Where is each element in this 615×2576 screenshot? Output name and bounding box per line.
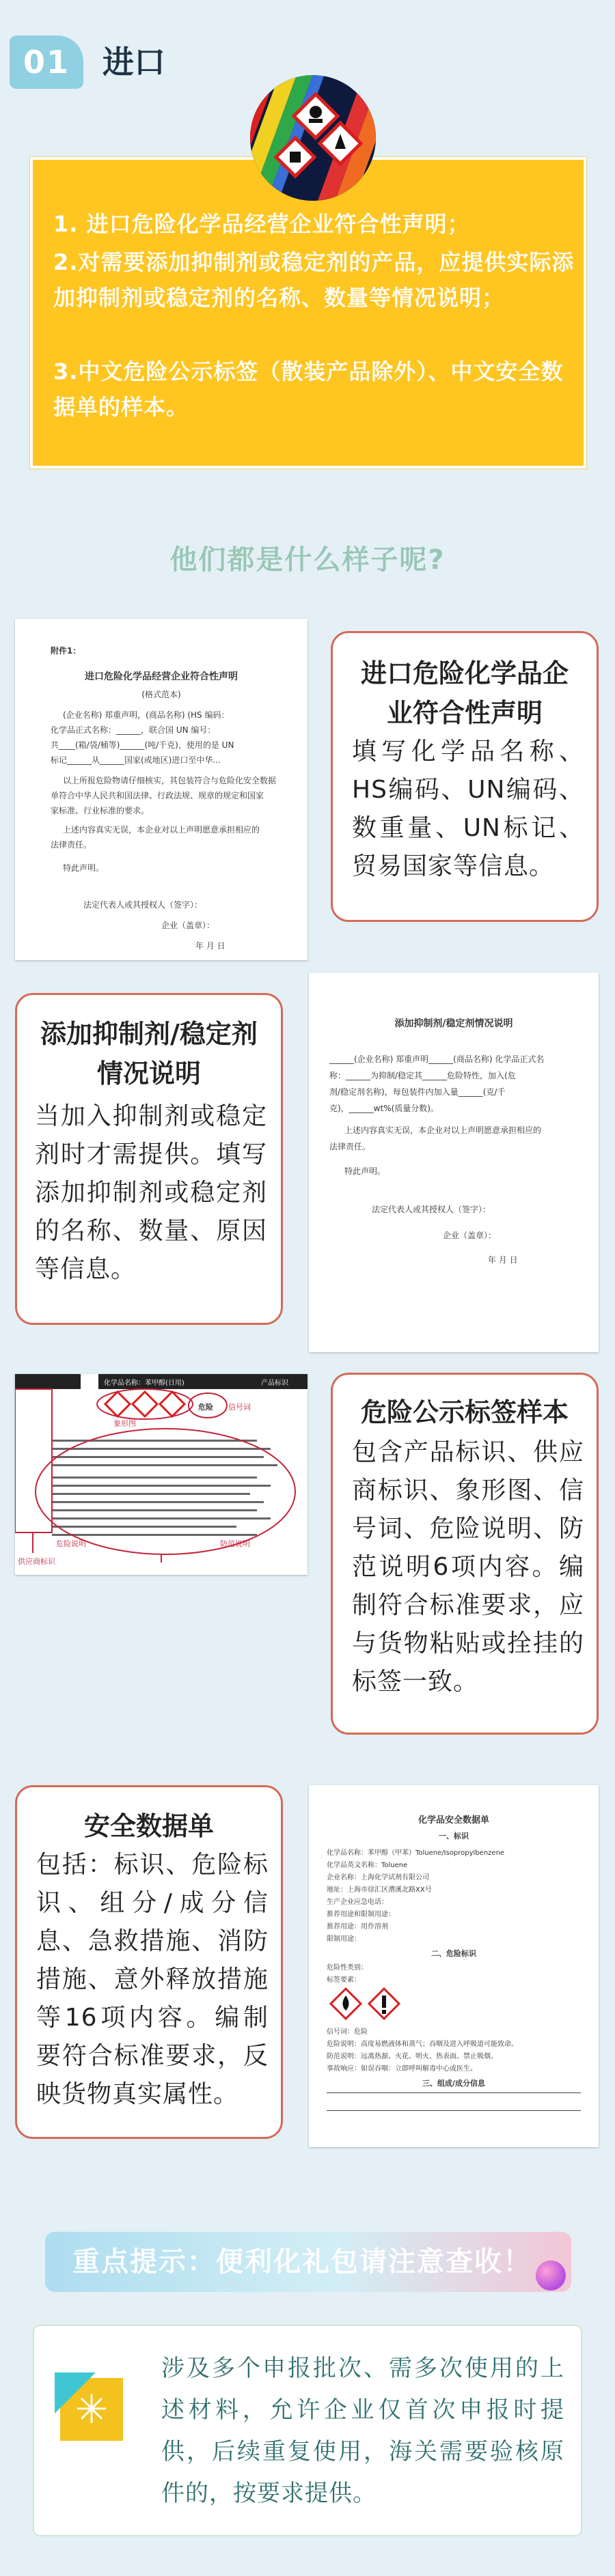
- sds-card-body: 包括：标识、危险标识、组分/成分信息、急救措施、消防措施、意外释放措施等16项内容。编制要符合标准要求，反映货物真实属性。: [36, 1851, 269, 2108]
- reuse-note-text: 涉及多个申报批次、需多次使用的上述材料，允许企业仅首次申报时提供，后续重复使用，海关需要验核原件的，按要求提供。: [161, 2355, 564, 2507]
- hazard-pictogram-icon: [250, 75, 376, 201]
- section-number-badge: 01: [10, 36, 83, 89]
- section-title: 进口: [102, 44, 165, 81]
- declaration-card-title: 进口危险化学品企业符合性声明: [360, 658, 569, 728]
- inhibitor-document-image: 添加抑制剂/稳定剂情况说明 ______(企业名称) 郑重声明______(商品名称) 化学品正式名 称：______为抑制/稳定其______危险特性，加入(危 剂/稳定剂名称)，每包装件内加入量______(克/千 克)，______wt%(质量分数)。 上述内容真实无误，本企业对以上声明愿意承担相应的 法律责任。 特此声明。 法定代表人或其授权人（签字）： 企业（盖章）： 年 月 日: [309, 972, 599, 1352]
- requirement-item-2: 2.对需要添加抑制剂或稳定剂的产品，应提供实际添加抑制剂或稳定剂的名称、数量等情况说明；: [53, 249, 575, 311]
- sds-card-title: 安全数据单: [83, 1811, 214, 1841]
- requirements-panel: [30, 157, 586, 468]
- declaration-document-image: 附件1： 进口危险化学品经营企业符合性声明 (格式范本) (企业名称) 郑重声明，(商品名称) (HS 编码： 化学品正式名称：______，联合国 UN 编号： 共____(箱/袋/桶等)______(吨/千克)，使用的是 UN 标记______从______国家(或地区)进口至中华... 以上所报危险物请仔细核实，其包装符合与危险化安全数据 单符合中华人民共和国法律、行政法规、规章的规定和国家 家标准、行业标准的要求。 上述内容真实无误，本企业对以上声明愿意承担相应的 法律责任。 特此声明。 法定代表人或其授权人（签字）： 企业（盖章）： 年 月 日: [15, 619, 308, 960]
- declaration-doc-title: 进口危险化学品经营企业符合性声明: [85, 671, 238, 682]
- requirement-item-3: 3.中文危险公示标签（散装产品除外）、中文安全数据单的样本。: [53, 359, 564, 420]
- inhibitor-doc-title: 添加抑制剂/稳定剂情况说明: [394, 1018, 513, 1029]
- requirement-item-1: 1. 进口危险化学品经营企业符合性声明；: [53, 211, 470, 237]
- tip-text: 重点提示：便利化礼包请注意查收！: [72, 2246, 532, 2278]
- inhibitor-card-body: 当加入抑制剂或稳定剂时才需提供。填写添加抑制剂或稳定剂的名称、数量、原因等信息。: [35, 1102, 267, 1283]
- reuse-note-card: [33, 2325, 582, 2536]
- label-card-body: 包含产品标识、供应商标识、象形图、信号词、危险说明、防范说明6项内容。编制符合标准要求，应与货物粘贴或拴挂的标签一致。: [352, 1438, 584, 1696]
- inhibitor-card-title: 添加抑制剂/稳定剂情况说明: [40, 1019, 258, 1089]
- declaration-info-card: [331, 631, 599, 922]
- inhibitor-info-card: [15, 993, 283, 1325]
- sds-pictogram-icon: [329, 1987, 405, 2020]
- tip-banner: [45, 2232, 571, 2292]
- label-info-card: [331, 1373, 599, 1735]
- label-document-image: 化学品名称：苯甲醇(日用) 象形图 信号词 危险 产品标识 危险说明 防范说明 供应商标识: [15, 1374, 308, 1575]
- sds-doc-title: 化学品安全数据单: [418, 1815, 489, 1825]
- declaration-card-body: 填写化学品名称、HS编码、UN编码、数重量、UN标记、贸易国家等信息。: [352, 738, 584, 880]
- hazard-pictogram-image: [250, 75, 376, 201]
- asterisk-icon: ✳: [74, 2386, 109, 2433]
- decorative-bubble-icon: [536, 2260, 566, 2291]
- examples-subtitle: 他们都是什么样子呢?: [169, 544, 446, 576]
- sds-document-image: 化学品安全数据单 一、标识 化学品名称：苯甲醇（甲苯）Toluene/Isopropylbenzene 化学品英文名称：Toluene 企业名称：上海化学试剂有限公司 地址：上海市徐汇区漕溪北路XX号 生产企业应急电话： 推荐用途和限制用途： 推荐用途：用作溶剂 限制用途： 二、危险标识 危险性类别： 标签要素： 信号词：危险 危险说明：高度易燃液体和蒸气；吞咽及进入呼吸道可能致命。 防范说明：远离热源、火花、明火、热表面。禁止吸烟。 事故响应：如误吞咽：立即呼叫解毒中心或医生。 三、组成/成分信息: [309, 1785, 599, 2147]
- label-card-title: 危险公示标签样本: [360, 1397, 569, 1427]
- sds-info-card: [15, 1785, 283, 2139]
